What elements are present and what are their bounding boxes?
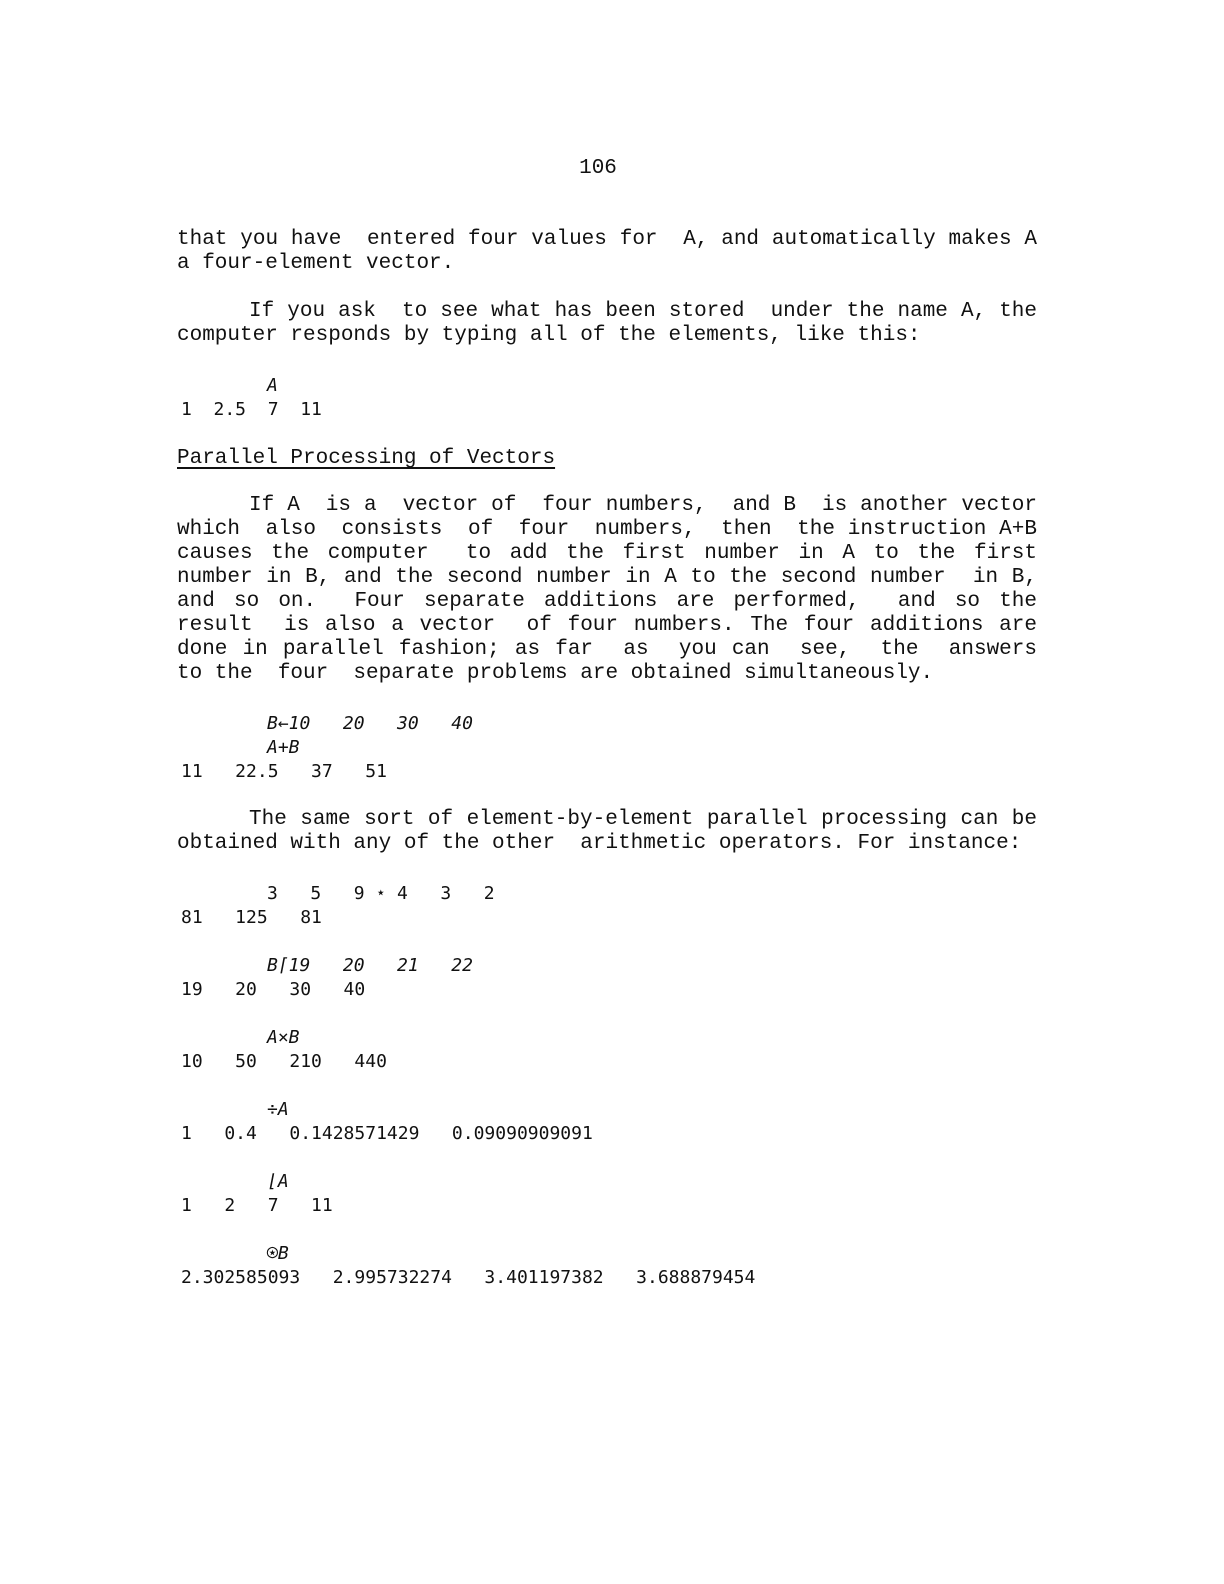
apl-output: 10 50 210 440 xyxy=(181,1051,387,1072)
apl-output: 1 2 7 11 xyxy=(181,1195,333,1216)
paragraph-parallel-processing: If A is a vector of four numbers, and B is another vector which also consists of four numbers, then the instruction A+B causes the computer to add the first number in A to the first number in B, and the second number in A to the second number in B, and so on. Four separate additions are performed, and so the result is also a vector of four numbers. The four additions are done in parallel fashion; as far as you can see, the answers to the four separate problems are obtained simultaneously. xyxy=(177,494,1063,685)
apl-output: 1 2.5 7 11 xyxy=(181,399,322,420)
apl-output: 1 0.4 0.1428571429 0.09090909091 xyxy=(181,1123,593,1144)
example-multiplication xyxy=(177,1026,1037,1074)
page-content xyxy=(177,228,1063,1290)
apl-input: A×B xyxy=(267,1027,300,1048)
example-display-a xyxy=(177,374,1037,422)
paragraph-display-vector: If you ask to see what has been stored under the name A, the computer responds by typing all of the elements, like this: xyxy=(177,300,1050,347)
example-maximum xyxy=(177,954,1037,1002)
example-reciprocal xyxy=(177,1098,1037,1146)
section-heading: Parallel Processing of Vectors xyxy=(177,447,556,470)
apl-input: A+B xyxy=(267,737,300,758)
apl-input: A xyxy=(267,375,278,396)
example-natural-log xyxy=(177,1242,1037,1290)
example-power xyxy=(177,882,1037,930)
example-floor xyxy=(177,1170,1037,1218)
page-number: 106 xyxy=(579,157,617,180)
apl-input: B⌈19 20 21 22 xyxy=(267,955,473,976)
example-addition xyxy=(177,712,1037,784)
apl-output: 81 125 81 xyxy=(181,907,322,928)
apl-input: ÷A xyxy=(267,1099,289,1120)
apl-input: 3 5 9 ⋆ 4 3 2 xyxy=(267,883,495,904)
paragraph-other-operators: The same sort of element-by-element parallel processing can be obtained with any of the other arithmetic operators. For instance: xyxy=(177,808,1050,855)
apl-output: 11 22.5 37 51 xyxy=(181,761,387,782)
apl-output: 19 20 30 40 xyxy=(181,979,366,1000)
apl-input: ⌊A xyxy=(267,1171,289,1192)
apl-input: ⍟B xyxy=(267,1243,289,1264)
apl-input: B←10 20 30 40 xyxy=(267,713,473,734)
paragraph-continuation: that you have entered four values for A, and automatically makes A a four-element vector. xyxy=(177,228,1050,275)
apl-output: 2.302585093 2.995732274 3.401197382 3.688879454 xyxy=(181,1267,756,1288)
